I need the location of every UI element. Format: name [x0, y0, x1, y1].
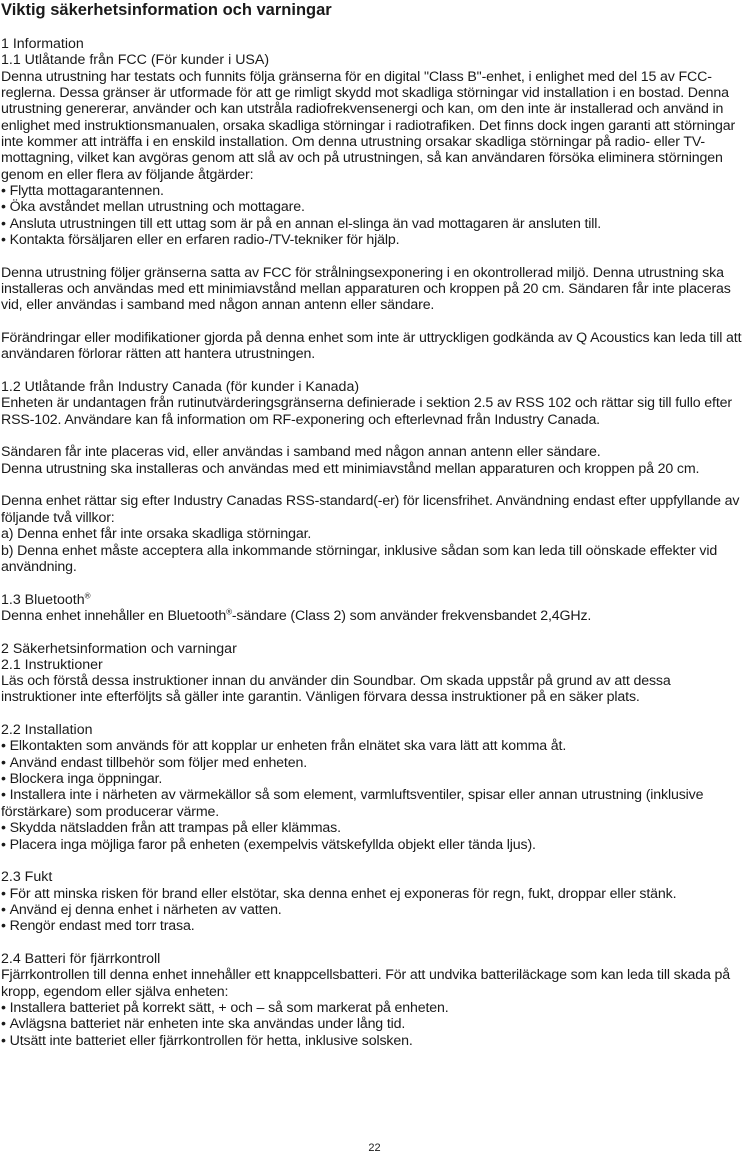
- list-item: • Utsätt inte batteriet eller fjärrkontrollen för hetta, inklusive solsken.: [1, 1033, 747, 1049]
- list-item: • Använd endast tillbehör som följer med enheten.: [1, 755, 747, 771]
- list-item: • Använd ej denna enhet i närheten av vatten.: [1, 902, 747, 918]
- subsection-heading: 1.1 Utlåtande från FCC (För kunder i USA): [1, 52, 270, 69]
- paragraph: Denna enhet rättar sig efter Industry Canadas RSS-standard(-er) för licensfrihet. Användning endast efter uppfyllande av följande två villkor:: [1, 493, 740, 526]
- bullet-list: [1, 886, 747, 935]
- section-heading: 1 Information: [1, 36, 84, 52]
- registered-mark: ®: [84, 590, 91, 600]
- bullet-list: [1, 183, 747, 248]
- subsection-heading: 2.2 Installation: [1, 722, 93, 739]
- subsection-remote-battery: [1, 951, 747, 1049]
- list-item: • Installera batteriet på korrekt sätt, + och – så som markerat på enheten.: [1, 1000, 747, 1016]
- document-body: [1, 36, 747, 1049]
- list-item: • Öka avståndet mellan utrustning och mottagare.: [1, 199, 747, 215]
- page-title: Viktig säkerhetsinformation och varningar: [1, 1, 332, 19]
- list-item: • Skydda nätsladden från att trampas på eller klämmas.: [1, 820, 747, 836]
- list-item: • Placera inga möjliga faror på enheten (exempelvis vätskefyllda objekt eller tända ljus).: [1, 837, 747, 853]
- bullet-list: [1, 1000, 747, 1049]
- subsection-bluetooth: [1, 592, 747, 625]
- subsection-heading: 2.3 Fukt: [1, 869, 53, 886]
- list-item: • Avlägsna batteriet när enheten inte ska användas under lång tid.: [1, 1016, 747, 1032]
- section-information: [1, 36, 747, 624]
- list-item: • För att minska risken för brand eller elstötar, ska denna enhet ej exponeras för regn, fukt, droppar eller stänk.: [1, 886, 747, 902]
- subsection-heading: 1.3 Bluetooth®: [1, 590, 91, 608]
- condition-item: b) Denna enhet måste acceptera alla inkommande störningar, inklusive sådan som kan leda till oönskade effekter vid användning.: [1, 542, 718, 575]
- paragraph: Denna utrustning har testats och funnits följa gränserna för en digital "Class B"-enhet, i enlighet med del 15 av FCC-reglerna. Dessa gränser är utformade för att ge rimligt skydd mot skadliga störningar vid installation i en bostad. Denna utrustning genererar, använder och kan utstråla radiofrekvensenergi och kan, om den inte är installerad och använd in enlighet med instruktionsmanualen, orsaka skadliga störningar i radiotrafiken. Det finns dock ingen garanti att störningar inte kommer att inträffa i en enskild installation. Om denna utrustning orsakar skadliga störningar på radio- eller TV-mottagning, vilket kan avgöras genom att slå av och på utrustningen, så kan användaren försöka eliminera störningen genom en eller flera av följande åtgärder:: [1, 68, 736, 183]
- list-item: • Rengör endast med torr trasa.: [1, 918, 747, 934]
- condition-item: a) Denna enhet får inte orsaka skadliga störningar.: [1, 526, 312, 543]
- subsection-industry-canada: [1, 379, 747, 575]
- list-item: • Flytta mottagarantennen.: [1, 183, 747, 199]
- page-number: 22: [368, 1142, 381, 1154]
- paragraph: Förändringar eller modifikationer gjorda på denna enhet som inte är uttryckligen godkända av Q Acoustics kan leda till att användaren förlorar rätten att hantera utrustningen.: [1, 330, 742, 363]
- paragraph: Fjärrkontrollen till denna enhet innehåller ett knappcellsbatteri. För att undvika batteriläckage som kan leda till skada på kropp, egendom eller själva enheten:: [1, 967, 731, 1000]
- bullet-list: [1, 738, 747, 852]
- subsection-fcc: [1, 52, 747, 362]
- section-heading: 2 Säkerhetsinformation och varningar: [1, 640, 237, 657]
- subsection-heading: 1.2 Utlåtande från Industry Canada (för kunder i Kanada): [1, 379, 360, 396]
- subsection-heading: 2.4 Batteri för fjärrkontroll: [1, 950, 161, 967]
- paragraph: Denna utrustning ska installeras och användas med ett minimiavstånd mellan apparaturen och kroppen på 20 cm.: [1, 460, 700, 477]
- paragraph: Denna utrustning följer gränserna satta av FCC för strålningsexponering i en okontrollerad miljö. Denna utrustning ska installeras och användas med ett minimiavstånd mellan apparaturen och kroppen på 20 cm. Sändaren får inte placeras vid, eller användas i samband med någon annan antenn eller sändare.: [1, 264, 731, 314]
- list-item: • Elkontakten som används för att kopplar ur enheten från elnätet ska vara lätt att komma åt.: [1, 738, 747, 754]
- list-item: • Installera inte i närheten av värmekällor så som element, varmluftsventiler, spisar eller annan utrustning (inklusive förstärkare) som producerar värme.: [1, 787, 747, 820]
- list-item: • Ansluta utrustningen till ett uttag som är på en annan el-slinga än vad mottagaren är ansluten till.: [1, 216, 747, 232]
- subsection-instructions: [1, 657, 747, 706]
- subsection-installation: [1, 722, 747, 853]
- paragraph: Denna enhet innehåller en Bluetooth®-sändare (Class 2) som använder frekvensbandet 2,4GHz.: [1, 607, 592, 624]
- paragraph: Sändaren får inte placeras vid, eller användas i samband med någon annan antenn eller sändare.: [1, 444, 601, 461]
- paragraph: Läs och förstå dessa instruktioner innan du använder din Soundbar. Om skada uppstår på grund av att dessa instruktioner inte efterföljts så gäller inte garantin. Vänligen förvara dessa instruktioner på en säker plats.: [1, 673, 671, 706]
- list-item: • Kontakta försäljaren eller en erfaren radio-/TV-tekniker för hjälp.: [1, 232, 747, 248]
- section-safety: [1, 641, 747, 1049]
- registered-mark: ®: [226, 607, 232, 617]
- paragraph: Enheten är undantagen från rutinutvärderingsgränserna definierade i sektion 2.5 av RSS 102 och rättar sig till fullo efter RSS-102. Användare kan få information om RF-exponering och efterlevnad från Industry Canada.: [1, 395, 732, 428]
- list-item: • Blockera inga öppningar.: [1, 771, 747, 787]
- subsection-moisture: [1, 869, 747, 934]
- subsection-heading: 2.1 Instruktioner: [1, 656, 103, 673]
